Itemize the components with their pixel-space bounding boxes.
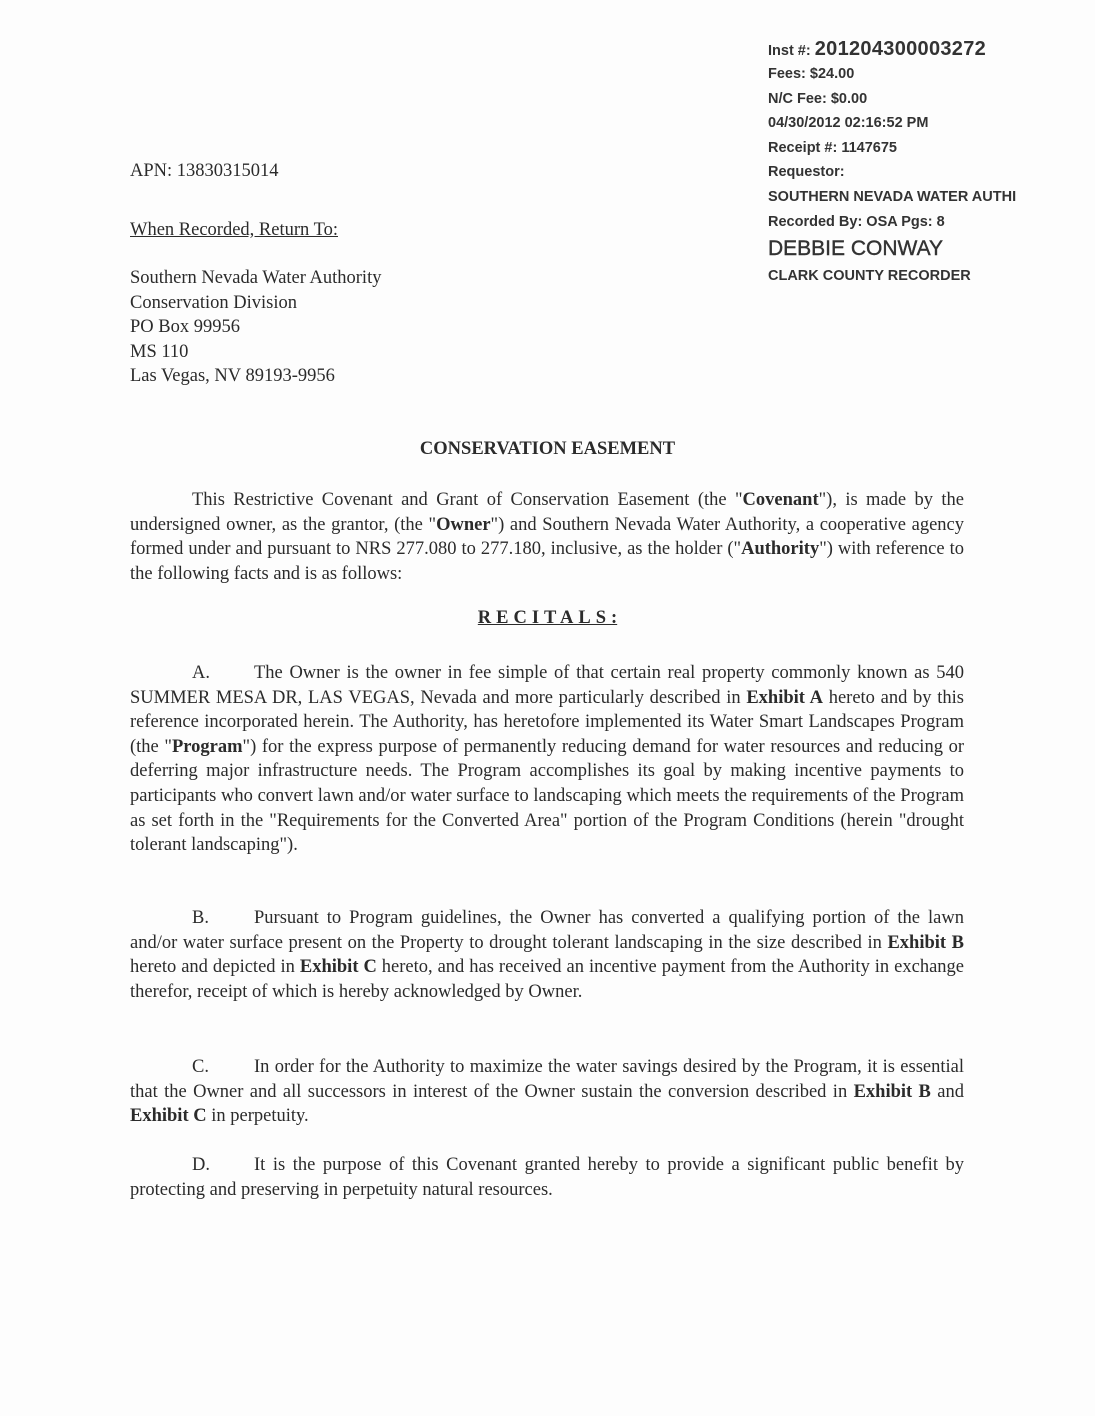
recitals-heading-text: RECITALS	[477, 608, 612, 628]
defined-term-covenant: Covenant	[742, 490, 819, 510]
intro-text: This Restrictive Covenant and Grant of Conservation Easement (the "	[192, 490, 743, 510]
defined-term-authority: Authority	[741, 539, 820, 560]
defined-term-owner: Owner	[436, 514, 491, 535]
address-line: PO Box 99956	[130, 317, 240, 337]
recital-text: Pursuant to Program guidelines, the Owner has converted a qualifying portion of the lawn and/or water surface present on the Property to drought tolerant landscaping in the size described in	[130, 908, 964, 953]
recital-text: It is the purpose of this Covenant granted hereby to provide a significant public benefit by protecting and preserving in perpetuity natural resources.	[130, 1155, 964, 1200]
intro-text: ") and Southern Nevada Water Authority, a cooperative agency formed under and pursuant to NRS 277.080 to 277.180, inclusive, as the holder ("	[130, 514, 965, 560]
instrument-number	[768, 36, 1095, 62]
recital-d	[130, 1153, 964, 1202]
receipt-number: Receipt #: 1147675	[768, 139, 897, 156]
recital-label: C.	[192, 1057, 209, 1077]
recital-text: hereto and depicted in	[130, 957, 300, 978]
instrument-label: Inst #:	[768, 43, 815, 59]
recital-c	[130, 1055, 964, 1129]
recital-text: The Owner is the owner in fee simple of that certain real property commonly known as 540 SUMMER MESA DR, LAS VEGAS, Nevada and more particularly described in	[130, 663, 964, 708]
recital-b	[130, 906, 964, 1004]
apn-number: APN: 13830315014	[130, 161, 279, 181]
recitals-heading-colon: :	[611, 608, 618, 628]
exhibit-reference: Exhibit B	[853, 1081, 931, 1102]
recital-text: in perpetuity.	[206, 1106, 309, 1127]
recording-datetime: 04/30/2012 02:16:52 PM	[768, 115, 929, 132]
document-title	[0, 439, 1095, 460]
intro-text: ") with reference to the following facts and is as follows:	[130, 539, 964, 584]
exhibit-reference: Exhibit C	[299, 957, 377, 978]
recital-text: hereto and by this reference incorporated herein. The Authority, has heretofore implemented its Water Smart Landscapes Program (the "	[130, 687, 964, 757]
intro-text: "), is made by the undersigned owner, as the grantor, (the "	[130, 490, 964, 535]
address-line: MS 110	[130, 341, 189, 362]
defined-term-program: Program	[171, 736, 243, 757]
recital-a	[130, 661, 964, 858]
address-line: Southern Nevada Water Authority	[130, 268, 382, 288]
requestor-label: Requestor:	[768, 164, 845, 181]
nc-fee: N/C Fee: $0.00	[768, 90, 868, 107]
recorder-office: CLARK COUNTY RECORDER	[768, 268, 971, 285]
recital-label: D.	[192, 1155, 210, 1175]
recital-text: In order for the Authority to maximize the water savings desired by the Program, it is essential that the Owner and all successors in interest of the Owner sustain the conversion described in	[130, 1057, 964, 1102]
intro-paragraph	[130, 488, 964, 586]
recital-label: B.	[192, 908, 209, 928]
recorder-name: DEBBIE CONWAY	[768, 237, 944, 261]
recorded-by: Recorded By: OSA Pgs: 8	[768, 213, 945, 230]
return-address	[130, 266, 381, 389]
recital-text: and	[930, 1081, 964, 1102]
recording-stamp	[768, 36, 1095, 289]
recital-text: ") for the express purpose of permanently reducing demand for water resources and reducing or deferring major infrastructure needs. The Program accomplishes its goal by making incentive payments to participants who convert lawn and/or water surface to landscaping which meets the requirements of the Program as set forth in the "Requirements for the Converted Area" portion of the Program Conditions (herein "drought tolerant landscaping").	[130, 736, 964, 856]
fees: Fees: $24.00	[768, 66, 855, 82]
exhibit-reference: Exhibit C	[130, 1106, 207, 1127]
address-line: Las Vegas, NV 89193-9956	[130, 366, 335, 386]
instrument-number-value: 201204300003272	[814, 38, 987, 60]
exhibit-reference: Exhibit A	[746, 687, 823, 708]
address-line: Conservation Division	[130, 292, 298, 313]
recitals-heading	[0, 608, 1095, 629]
document-title-text: CONSERVATION EASEMENT	[419, 439, 676, 459]
recital-label: A.	[192, 663, 210, 683]
exhibit-reference: Exhibit B	[887, 932, 964, 953]
requestor-name: SOUTHERN NEVADA WATER AUTHI	[768, 188, 1017, 205]
recital-text: hereto, and has received an incentive payment from the Authority in exchange therefor, receipt of which is hereby acknowledged by Owner.	[130, 957, 964, 1002]
return-to-label: When Recorded, Return To:	[130, 220, 338, 240]
